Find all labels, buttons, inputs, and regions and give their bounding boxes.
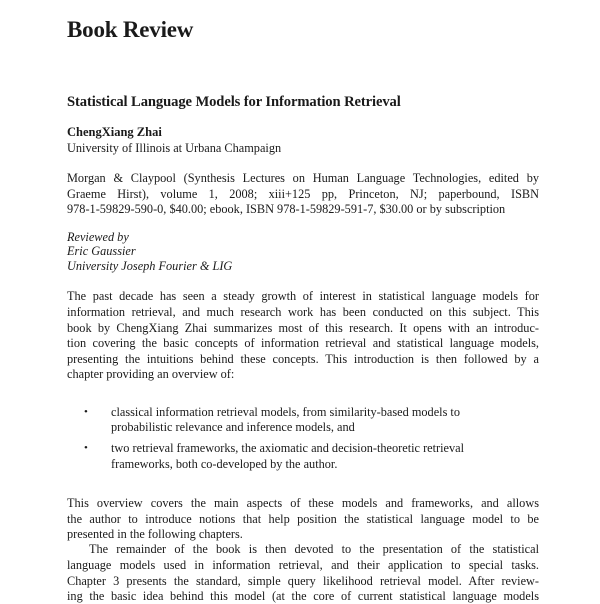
paragraph-line: The past decade has seen a steady growth of interest in statistical language models for <box>67 289 539 303</box>
paragraph-line: the author to introduce notions that help position the statistical language model to be <box>67 512 539 526</box>
paragraph-line: ing the basic idea behind this model (at the core of current statistical language models <box>67 589 539 603</box>
list-item-line: probabilistic relevance and inference models, and <box>111 420 355 434</box>
publication-line: Graeme Hirst), volume 1, 2008; xiii+125 pp, Princeton, NJ; paperbound, ISBN <box>67 187 539 201</box>
list-item-line: classical information retrieval models, from similarity-based models to <box>111 405 461 419</box>
list-item-line: two retrieval frameworks, the axiomatic and decision-theoretic retrieval <box>111 441 465 455</box>
paragraph-line: presenting the intuitions behind these concepts. This introduction is then followed by a <box>67 352 539 366</box>
paragraph-line: The remainder of the book is then devoted to the presentation of the statistical <box>89 542 539 556</box>
bullet-marker: • <box>84 442 88 454</box>
reviewer-affiliation: University Joseph Fourier & LIG <box>67 259 233 273</box>
reviewer-name: Eric Gaussier <box>67 244 136 258</box>
paragraph-line: book by ChengXiang Zhai summarizes most of this research. It opens with an introduc- <box>67 321 539 335</box>
paragraph-line: language models used in information retrieval, and their application to special tasks. <box>67 558 539 572</box>
paragraph-line: presented in the following chapters. <box>67 527 243 541</box>
article-title: Statistical Language Models for Information Retrieval <box>67 94 401 110</box>
author-affiliation: University of Illinois at Urbana Champaign <box>67 141 282 155</box>
list-item-line: frameworks, both co-developed by the author. <box>111 457 338 471</box>
reviewed-by-label: Reviewed by <box>67 230 129 244</box>
author-name: ChengXiang Zhai <box>67 125 162 139</box>
page-title: Book Review <box>67 17 194 42</box>
paragraph-line: Chapter 3 presents the standard, simple query likelihood retrieval model. After review- <box>67 574 539 588</box>
paragraph-line: information retrieval, and much research work has been conducted on this subject. This <box>67 305 539 319</box>
bullet-marker: • <box>84 406 88 418</box>
paragraph-line: tion covering the basic concepts of information retrieval and statistical language models, <box>67 336 539 350</box>
paragraph-line: chapter providing an overview of: <box>67 367 235 381</box>
paragraph-line: This overview covers the main aspects of these models and frameworks, and allows <box>67 496 539 510</box>
publication-line: 978-1-59829-590-0, $40.00; ebook, ISBN 978-1-59829-591-7, $30.00 or by subscription <box>67 202 506 216</box>
publication-line: Morgan & Claypool (Synthesis Lectures on Human Language Technologies, edited by <box>67 171 539 185</box>
